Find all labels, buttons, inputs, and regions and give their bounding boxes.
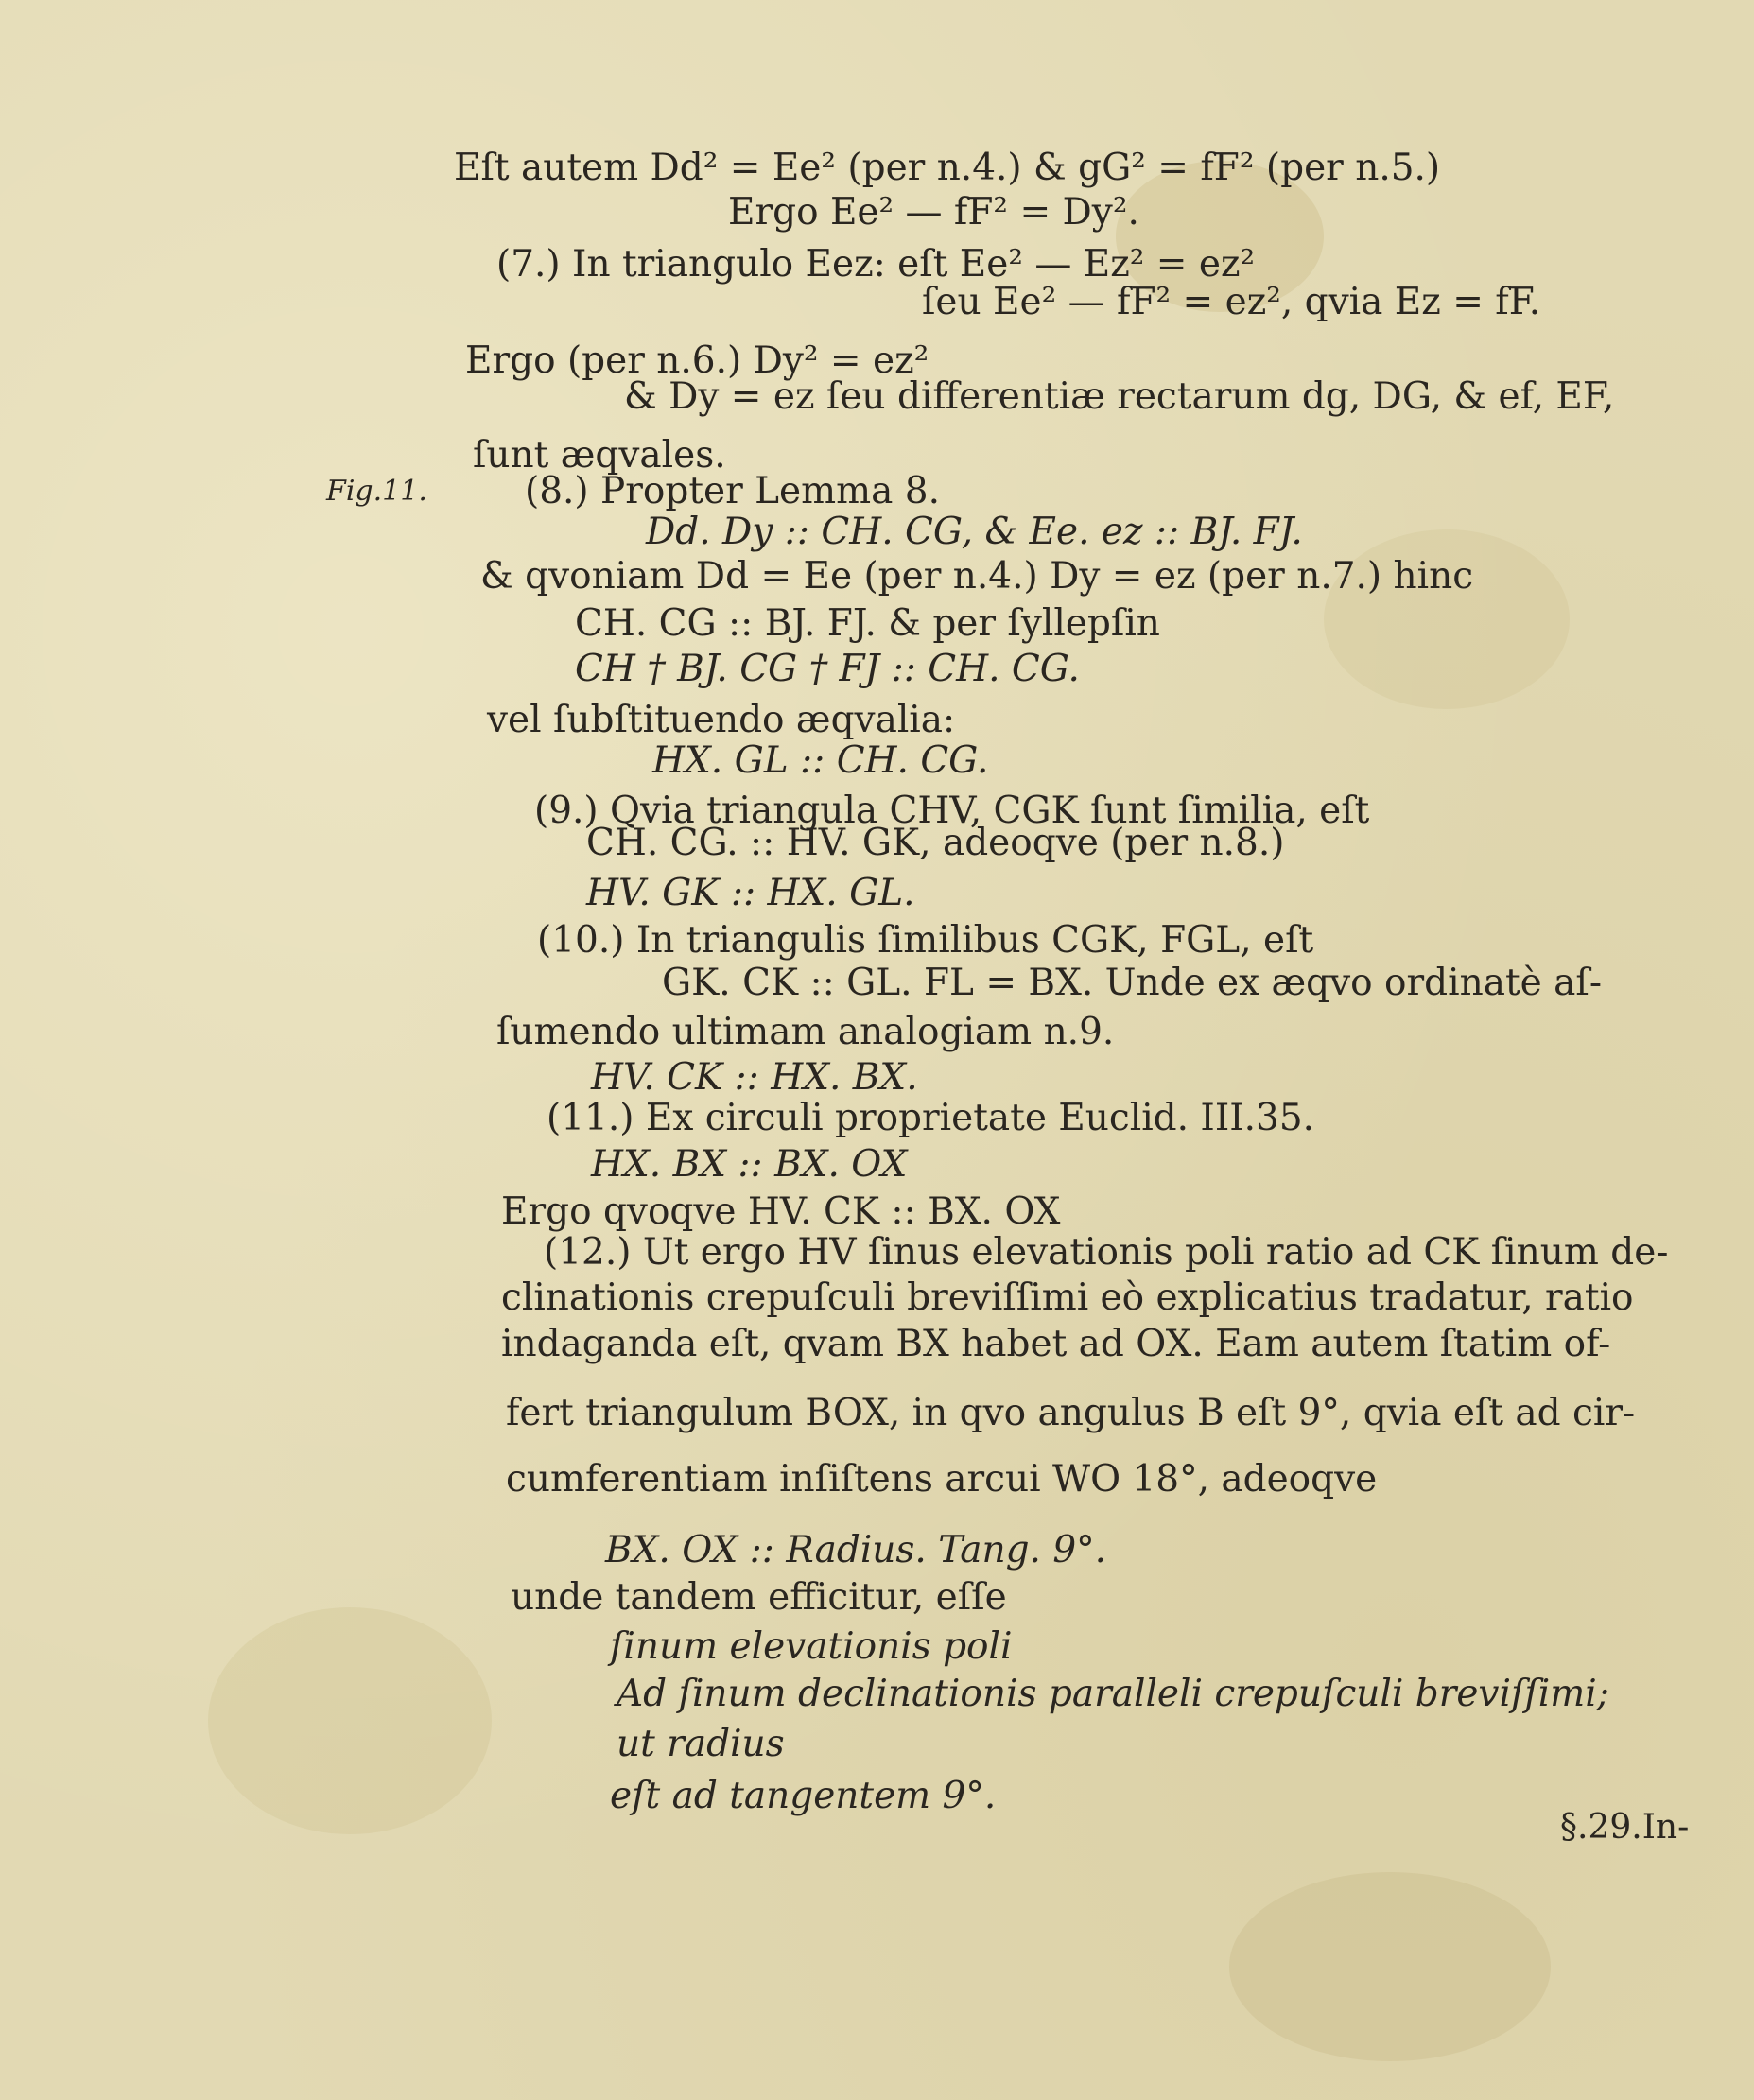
text-line: Dd. Dy :: CH. CG, & Ee. ez :: BJ. FJ.	[646, 511, 1303, 553]
text-line: ut radius	[617, 1723, 785, 1765]
text-line: Ad ſinum declinationis paralleli crepuſculi breviſſimi;	[617, 1673, 1609, 1715]
text-line: Eſt autem Dd² = Ee² (per n.4.) & gG² = fF² (per n.5.)	[454, 147, 1441, 189]
text-line: CH. CG. :: HV. GK, adeoqve (per n.8.)	[586, 822, 1285, 864]
text-line: fert triangulum BOX, in qvo angulus B eſt 9°, qvia eſt ad cir-	[506, 1392, 1636, 1434]
text-line: GK. CK :: GL. FL = BX. Unde ex æqvo ordinatè aſ-	[662, 962, 1603, 1004]
text-line: & qvoniam Dd = Ee (per n.4.) Dy = ez (per n.7.) hinc	[480, 555, 1474, 598]
text-line: (7.) In triangulo Eez: eſt Ee² — Ez² = ez²	[496, 243, 1256, 286]
text-line: Ergo qvoqve HV. CK :: BX. OX	[501, 1190, 1061, 1233]
text-line: HX. GL :: CH. CG.	[652, 739, 989, 782]
text-line: eſt ad tangentem 9°.	[610, 1775, 997, 1817]
text-line: clinationis crepuſculi breviſſimi eò explicatius tradatur, ratio	[501, 1276, 1634, 1319]
text-line: & Dy = ez ſeu differentiæ rectarum dg, DG, & ef, EF,	[624, 375, 1615, 418]
paper-stain	[208, 1607, 492, 1834]
text-line: ſinum elevationis poli	[610, 1625, 1013, 1668]
text-line: HV. GK :: HX. GL.	[586, 872, 915, 914]
text-line: (9.) Qvia triangula CHV, CGK ſunt ſimilia, eſt	[534, 790, 1370, 832]
figure-reference-note: Fig.11.	[326, 475, 427, 508]
text-line: (8.) Propter Lemma 8.	[525, 470, 940, 512]
text-line: HX. BX :: BX. OX	[591, 1143, 908, 1186]
text-line: indaganda eſt, qvam BX habet ad OX. Eam autem ſtatim of-	[501, 1323, 1611, 1365]
text-line: vel ſubſtituendo æqvalia:	[487, 699, 956, 741]
text-line: (11.) Ex circuli proprietate Euclid. III.35.	[547, 1097, 1315, 1139]
text-line: Ergo Ee² — fF² = Dy².	[728, 191, 1139, 234]
text-line: ſumendo ultimam analogiam n.9.	[496, 1011, 1115, 1053]
text-line: CH † BJ. CG † FJ :: CH. CG.	[575, 648, 1080, 690]
text-line: unde tandem efficitur, eſſe	[511, 1576, 1007, 1619]
text-line: (10.) In triangulis ſimilibus CGK, FGL, eſt	[537, 919, 1314, 962]
text-line: BX. OX :: Radius. Tang. 9°.	[605, 1529, 1107, 1571]
paper-stain	[1229, 1872, 1551, 2061]
catchword: §.29.In-	[1560, 1808, 1690, 1847]
text-line: ſunt æqvales.	[473, 434, 726, 477]
text-line: HV. CK :: HX. BX.	[591, 1056, 918, 1099]
text-line: ſeu Ee² — fF² = ez², qvia Ez = fF.	[922, 281, 1541, 323]
text-line: cumferentiam inſiſtens arcui WO 18°, adeoqve	[506, 1458, 1378, 1501]
text-line: (12.) Ut ergo HV ſinus elevationis poli ratio ad CK ſinum de-	[544, 1231, 1669, 1274]
text-line: CH. CG :: BJ. FJ. & per ſyllepſin	[575, 602, 1160, 645]
text-line: Ergo (per n.6.) Dy² = ez²	[465, 339, 929, 382]
